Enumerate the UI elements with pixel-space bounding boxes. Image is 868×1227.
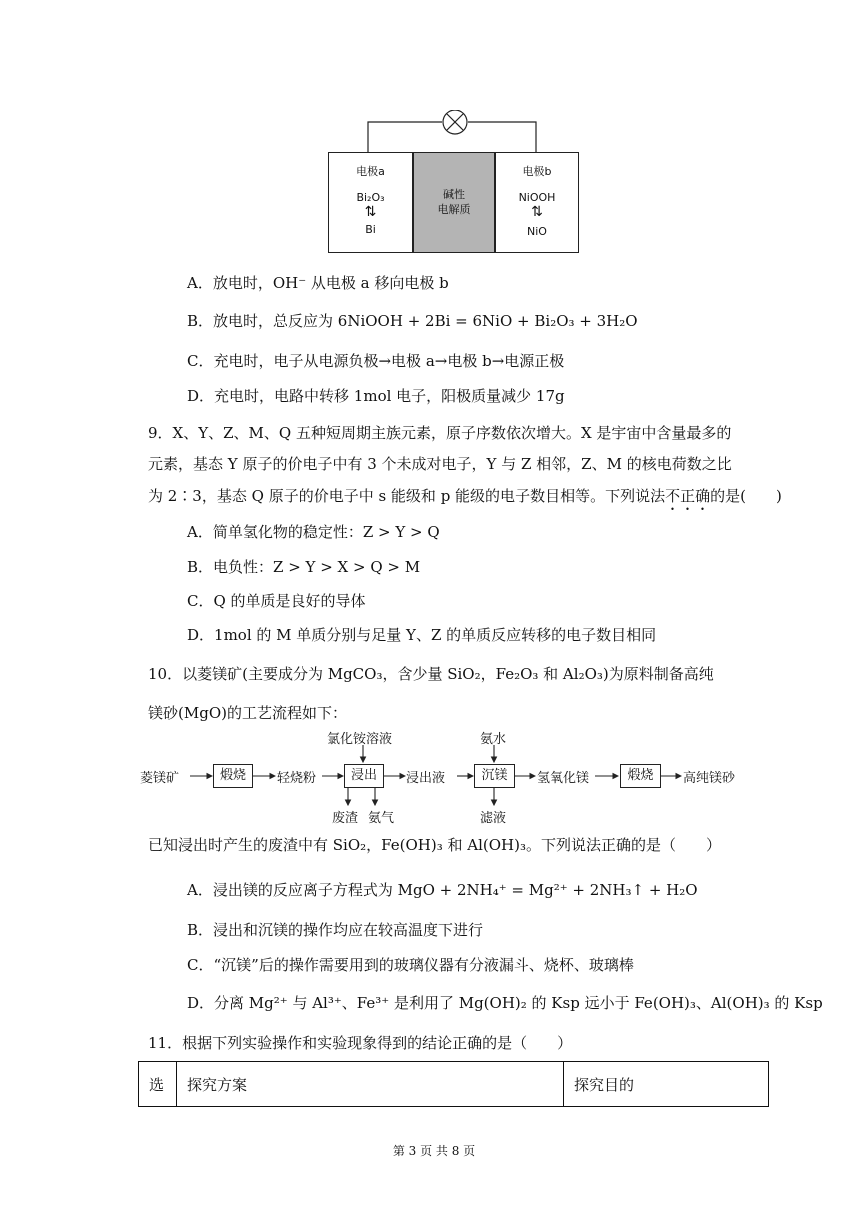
table-header-row bbox=[139, 1062, 769, 1107]
q9-option-d: D．1mol 的 M 单质分别与足量 Y、Z 的单质反应转移的电子数目相同 bbox=[187, 626, 657, 644]
electrode-b-cell bbox=[495, 152, 579, 253]
lamp-icon bbox=[443, 110, 467, 134]
page-footer: 第 3 页 共 8 页 bbox=[392, 1144, 476, 1158]
q9-stem-line1: 9．X、Y、Z、M、Q 五种短周期主族元素，原子序数依次增大。X 是宇宙中含量最多的 bbox=[148, 424, 732, 442]
electrolyte-cell bbox=[413, 152, 495, 253]
q10-stem-line1: 10．以菱镁矿(主要成分为 MgCO₃，含少量 SiO₂，Fe₂O₃ 和 Al₂O₃)为原料制备高纯 bbox=[148, 665, 714, 683]
q9-option-a: A．简单氢化物的稳定性：Z > Y > Q bbox=[187, 523, 440, 541]
process-flow-diagram bbox=[140, 725, 780, 830]
flow-light-powder: 轻烧粉 bbox=[277, 771, 317, 786]
table-header-purpose: 探究目的 bbox=[564, 1062, 769, 1107]
flow-waste-residue: 废渣 bbox=[332, 811, 359, 826]
equilibrium-arrow-icon: ⇅ bbox=[364, 204, 377, 220]
q9-option-c: C．Q 的单质是良好的导体 bbox=[187, 592, 366, 610]
flow-step-precipitate: 沉镁 bbox=[474, 764, 515, 788]
q9-stem-line3-pre: 为 2∶3，基态 Q 原子的价电子中 s 能级和 p 能级的电子数目相等。下列说法 bbox=[148, 487, 666, 505]
q8-option-b: B．放电时，总反应为 6NiOOH + 2Bi = 6NiO + Bi₂O₃ + 3H₂O bbox=[187, 312, 638, 330]
q9-stem-line2: 元素，基态 Y 原子的价电子中有 3 个未成对电子，Y 与 Z 相邻，Z、M 的核电荷数之比 bbox=[148, 455, 732, 473]
flow-step-leach: 浸出 bbox=[344, 764, 384, 788]
flow-step-calcine-1: 煅烧 bbox=[213, 764, 253, 788]
q8-option-c: C．充电时，电子从电源负极→电极 a→电极 b→电源正极 bbox=[187, 352, 565, 370]
equilibrium-arrow-icon: ⇅ bbox=[531, 204, 543, 220]
electrode-a-cell bbox=[328, 152, 413, 253]
flow-product: 高纯镁砂 bbox=[683, 771, 736, 786]
electrode-b-oxidized: NiOOH bbox=[518, 191, 556, 204]
table-header-scheme: 探究方案 bbox=[177, 1062, 564, 1107]
electrode-a-label: 电极a bbox=[356, 165, 385, 178]
q11-table bbox=[138, 1061, 769, 1107]
q10-stem-line3: 已知浸出时产生的废渣中有 SiO₂，Fe(OH)₃ 和 Al(OH)₃。下列说法正确的是（ ） bbox=[148, 836, 721, 854]
q10-option-b: B．浸出和沉镁的操作均应在较高温度下进行 bbox=[187, 921, 484, 939]
q9-stem-line3-post: 的是( ) bbox=[710, 487, 782, 505]
flow-mg-hydroxide: 氢氧化镁 bbox=[537, 771, 590, 786]
flow-reagent-nh4cl: 氯化铵溶液 bbox=[327, 732, 393, 747]
q8-option-a: A．放电时，OH⁻ 从电极 a 移向电极 b bbox=[187, 274, 449, 292]
q11-stem: 11．根据下列实验操作和实验现象得到的结论正确的是（ ） bbox=[148, 1034, 573, 1052]
q9-emphasis: 不正确 bbox=[665, 487, 711, 505]
electrolyte-line2: 电解质 bbox=[437, 203, 471, 216]
electrolyte-line1: 碱性 bbox=[443, 188, 465, 201]
q10-option-d: D．分离 Mg²⁺ 与 Al³⁺、Fe³⁺ 是利用了 Mg(OH)₂ 的 Ksp 远小于 Fe(OH)₃、Al(OH)₃ 的 Ksp bbox=[187, 994, 823, 1012]
battery-diagram bbox=[318, 110, 588, 260]
flow-leachate: 浸出液 bbox=[406, 771, 446, 786]
electrode-b-reduced: NiO bbox=[527, 225, 547, 238]
flow-filtrate: 滤液 bbox=[480, 811, 507, 826]
flow-raw-material: 菱镁矿 bbox=[140, 771, 180, 786]
flow-ammonia-gas: 氨气 bbox=[368, 811, 395, 826]
q9-stem-line3 bbox=[148, 486, 782, 514]
flow-step-calcine-2: 煅烧 bbox=[620, 764, 661, 788]
electrode-a-reduced: Bi bbox=[365, 223, 376, 236]
q9-option-b: B．电负性：Z > Y > X > Q > M bbox=[187, 558, 421, 576]
flow-reagent-ammonia: 氨水 bbox=[480, 732, 507, 747]
q8-option-d: D．充电时，电路中转移 1mol 电子，阳极质量减少 17g bbox=[187, 387, 565, 405]
q10-option-a: A．浸出镁的反应离子方程式为 MgO + 2NH₄⁺ = Mg²⁺ + 2NH₃↑ + H₂O bbox=[187, 881, 698, 899]
q10-stem-line2: 镁砂(MgO)的工艺流程如下： bbox=[148, 704, 347, 722]
table-header-option: 选 bbox=[139, 1062, 177, 1107]
q10-option-c: C．“沉镁”后的操作需要用到的玻璃仪器有分液漏斗、烧杯、玻璃棒 bbox=[187, 956, 634, 974]
electrode-a-oxidized: Bi₂O₃ bbox=[356, 191, 385, 204]
electrode-b-label: 电极b bbox=[522, 165, 552, 178]
